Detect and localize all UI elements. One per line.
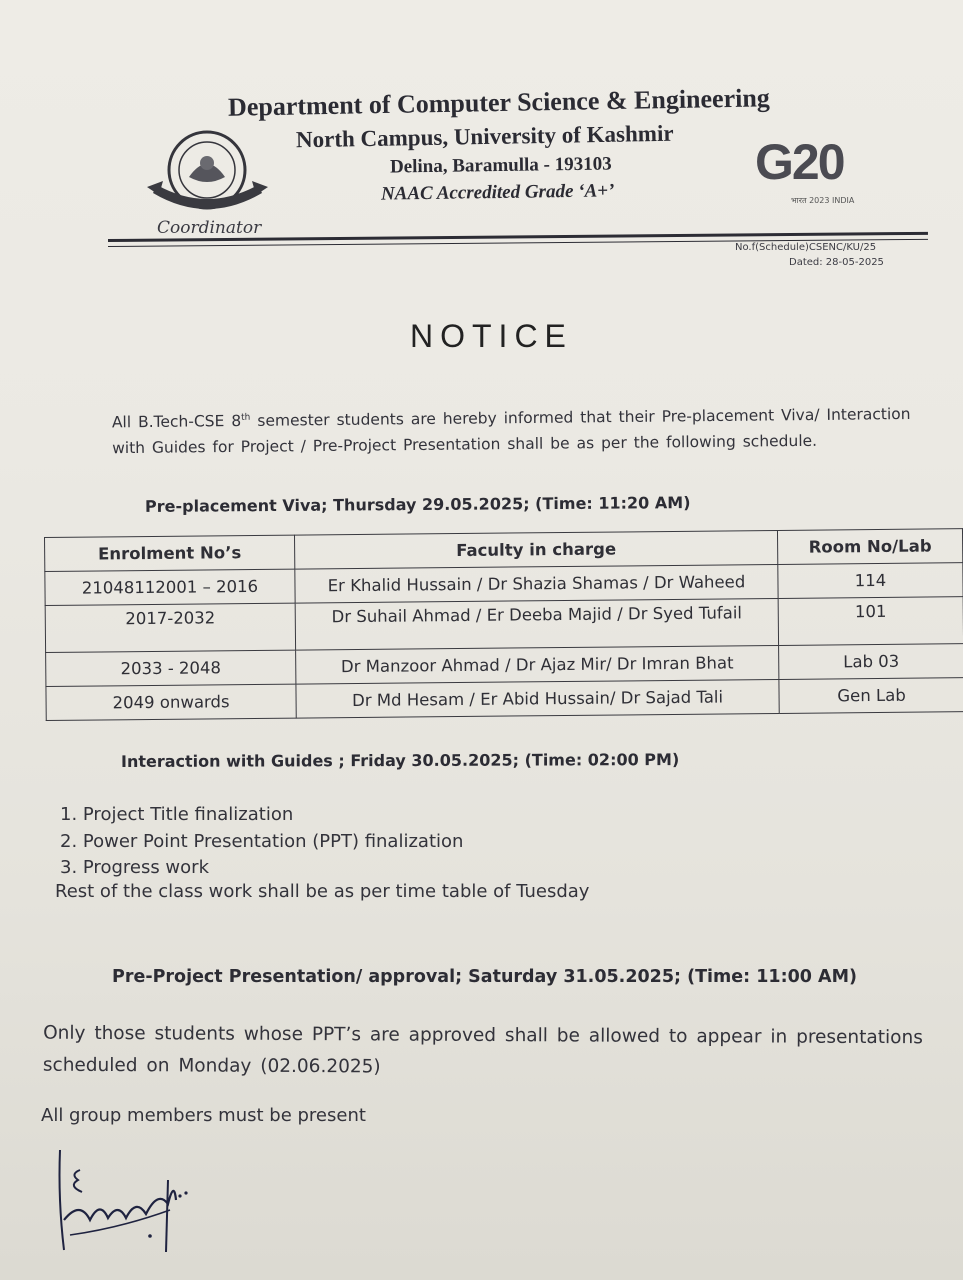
g20-logo-icon (755, 133, 895, 213)
university-seal-icon (145, 125, 270, 220)
handwritten-signature-icon (50, 1140, 200, 1280)
column-header: Room No/Lab (777, 529, 962, 565)
faculty-cell: Dr Manzoor Ahmad / Dr Ajaz Mir/ Dr Imran Bhat (296, 645, 779, 684)
list-item: 2. Power Point Presentation (PPT) finalization (60, 830, 464, 852)
intro-superscript: th (241, 412, 251, 423)
faculty-cell: Er Khalid Hussain / Dr Shazia Shamas / Dr Waheed (295, 564, 778, 603)
viva-heading: Pre-placement Viva; Thursday 29.05.2025; (Time: 11:20 AM) (144, 493, 691, 516)
class-work-note: Rest of the class work shall be as per time table of Tuesday (55, 881, 590, 902)
guides-list (60, 802, 463, 882)
presentation-heading: Pre-Project Presentation/ approval; Saturday 31.05.2025; (Time: 11:00 AM) (112, 967, 858, 987)
guides-heading: Interaction with Guides ; Friday 30.05.2025; (Time: 02:00 PM) (120, 750, 680, 771)
dated: Dated: 28-05-2025 (789, 257, 884, 268)
notice-title: NOTICE (410, 318, 573, 354)
viva-table-wrapper (44, 528, 963, 721)
column-header: Faculty in charge (294, 530, 777, 569)
room-cell: 101 (778, 597, 963, 646)
intro-text-2: semester students are hereby informed that their Pre-placement Viva/ Interaction with Guides for Project / Pre-Project Presentation shall be as per the following schedule. (112, 404, 911, 458)
room-cell: 114 (778, 563, 963, 599)
intro-text-1: All B.Tech-CSE 8 (111, 411, 242, 432)
g20-logo-subtext: भारत 2023 INDIA (791, 196, 855, 205)
reference-number: No.f(Schedule)CSENC/KU/25 (735, 242, 877, 253)
intro-paragraph (112, 398, 913, 462)
campus-name: North Campus, University of Kashmir (295, 120, 674, 153)
enrolment-cell: 2017-2032 (45, 603, 295, 652)
enrolment-cell: 21048112001 – 2016 (45, 569, 295, 605)
approval-note: Only those students whose PPT’s are approved shall be allowed to appear in presentations scheduled on Monday (02.06.2025) (42, 1022, 923, 1078)
accreditation: NAAC Accredited Grade ‘A+’ (380, 180, 615, 205)
letterhead (0, 0, 963, 280)
enrolment-cell: 2049 onwards (46, 684, 296, 720)
g20-logo-text: G20 (755, 134, 844, 190)
viva-schedule-table (44, 528, 963, 721)
attendance-note: All group members must be present (41, 1105, 366, 1126)
column-header: Enrolment No’s (45, 535, 295, 571)
department-name: Department of Computer Science & Engineering (227, 83, 771, 122)
faculty-cell: Dr Md Hesam / Er Abid Hussain/ Dr Sajad Tali (296, 679, 779, 718)
list-item: 3. Progress work (60, 857, 209, 878)
enrolment-cell: 2033 - 2048 (46, 650, 296, 686)
room-cell: Gen Lab (779, 678, 963, 714)
list-item: 1. Project Title finalization (60, 804, 294, 825)
address: Delina, Baramulla - 193103 (389, 153, 612, 178)
room-cell: Lab 03 (779, 644, 963, 680)
faculty-cell: Dr Suhail Ahmad / Er Deeba Majid / Dr Syed Tufail (295, 598, 778, 650)
seal-label: Coordinator (157, 218, 262, 238)
